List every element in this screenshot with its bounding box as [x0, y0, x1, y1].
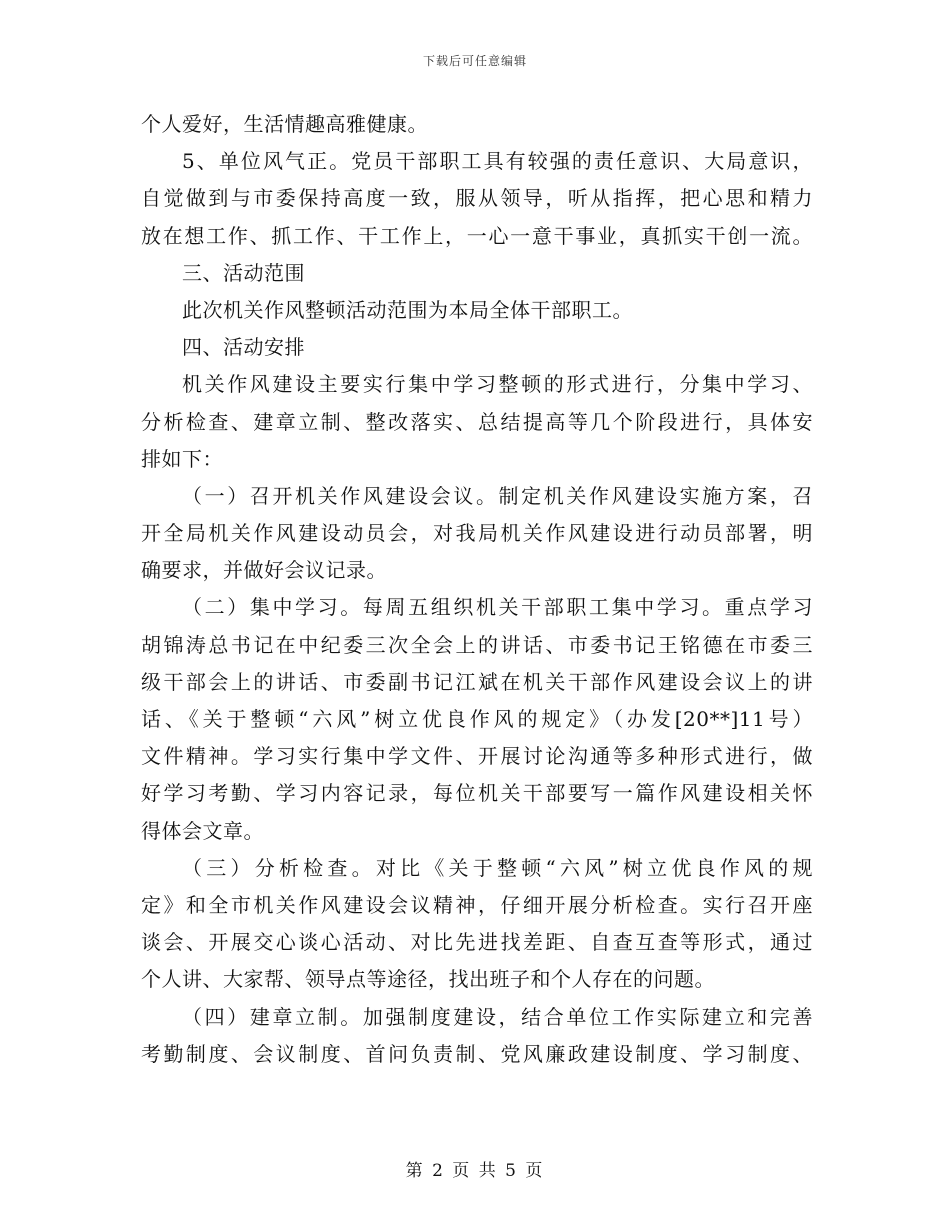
- paragraph-line: 定》和全市机关作风建设会议精神，仔细开展分析检查。实行召开座: [141, 892, 813, 917]
- paragraph-line: 话、《关于整顿“六风”树立优良作风的规定》（办发[20**]11号）: [141, 707, 813, 731]
- page-number: 第 2 页 共 5 页: [405, 1161, 545, 1181]
- section-heading: 四、活动安排: [182, 335, 305, 360]
- section-heading: 三、活动范围: [182, 260, 305, 285]
- paragraph-line: 开全局机关作风建设动员会，对我局机关作风建设进行动员部署，明: [141, 521, 813, 546]
- paragraph-line: 排如下：: [141, 446, 223, 471]
- paragraph-line: 放在想工作、抓工作、干工作上，一心一意干事业，真抓实干创一流。: [141, 223, 813, 248]
- page-header: 下载后可任意编辑: [422, 54, 527, 68]
- paragraph-line: 自觉做到与市委保持高度一致，服从领导，听从指挥，把心思和精力: [141, 186, 813, 211]
- paragraph-line: （四）建章立制。加强制度建设，结合单位工作实际建立和完善: [182, 1004, 813, 1029]
- paragraph-line: 5、单位风气正。党员干部职工具有较强的责任意识、大局意识，: [182, 149, 813, 174]
- paragraph-line: 确要求，并做好会议记录。: [141, 558, 387, 583]
- paragraph-line: 谈会、开展交心谈心活动、对比先进找差距、自查互查等形式，通过: [141, 930, 813, 955]
- document-body: [141, 106, 813, 1073]
- paragraph-line: 此次机关作风整顿活动范围为本局全体干部职工。: [182, 297, 633, 322]
- paragraph-line: 机关作风建设主要实行集中学习整顿的形式进行，分集中学习、: [182, 372, 813, 397]
- paragraph-line: 考勤制度、会议制度、首问负责制、党风廉政建设制度、学习制度、: [141, 1041, 813, 1066]
- paragraph-line: 个人爱好，生活情趣高雅健康。: [141, 112, 428, 136]
- paragraph-line: （三）分析检查。对比《关于整顿“六风”树立优良作风的规: [182, 855, 813, 880]
- paragraph-line: 胡锦涛总书记在中纪委三次全会上的讲话、市委书记王铭德在市委三: [141, 632, 813, 657]
- paragraph-line: 级干部会上的讲话、市委副书记江斌在机关干部作风建设会议上的讲: [141, 669, 813, 694]
- paragraph-line: 文件精神。学习实行集中学文件、开展讨论沟通等多种形式进行，做: [141, 744, 813, 769]
- paragraph-line: 分析检查、建章立制、整改落实、总结提高等几个阶段进行，具体安: [141, 409, 813, 434]
- paragraph-line: 个人讲、大家帮、领导点等途径，找出班子和个人存在的问题。: [141, 967, 715, 992]
- paragraph-line: 得体会文章。: [141, 818, 264, 843]
- paragraph-line: 好学习考勤、学习内容记录，每位机关干部要写一篇作风建设相关怀: [141, 781, 813, 806]
- paragraph-line: （二）集中学习。每周五组织机关干部职工集中学习。重点学习: [182, 595, 813, 620]
- paragraph-line: （一）召开机关作风建设会议。制定机关作风建设实施方案，召: [182, 483, 813, 508]
